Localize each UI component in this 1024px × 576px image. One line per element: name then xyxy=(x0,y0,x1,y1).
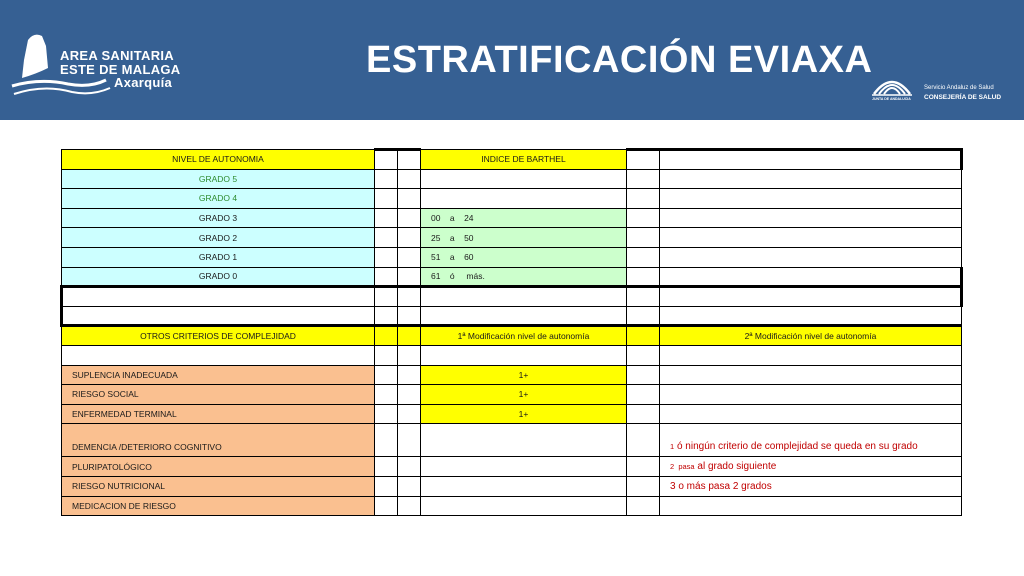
empty-cell xyxy=(398,385,421,405)
rule-note-small: pasa xyxy=(674,462,695,472)
table-row xyxy=(62,189,962,209)
rule-note-text: ó ningún criterio de complejidad se queda en su grado xyxy=(674,441,918,453)
empty-cell xyxy=(398,345,421,365)
otros-header-row xyxy=(62,326,962,346)
criterio-label: MEDICACION DE RIESGO xyxy=(62,496,375,516)
empty-cell xyxy=(421,476,627,496)
table-row xyxy=(62,385,962,405)
empty-cell xyxy=(421,345,627,365)
empty-cell xyxy=(375,208,398,228)
rule-note xyxy=(660,424,962,457)
grado-label: GRADO 3 xyxy=(62,208,375,228)
barthel-range xyxy=(421,189,627,209)
area-sanitaria-logo-text xyxy=(60,49,180,90)
blank-row xyxy=(62,287,962,307)
grado-label: GRADO 0 xyxy=(62,267,375,287)
empty-cell xyxy=(375,267,398,287)
header-row xyxy=(62,150,962,170)
mod1-header: 1ª Modificación nivel de autonomía xyxy=(421,326,627,346)
table-row xyxy=(62,404,962,424)
empty-cell xyxy=(398,424,421,457)
empty-cell xyxy=(660,267,962,287)
grado-label: GRADO 1 xyxy=(62,247,375,267)
empty-cell xyxy=(398,150,421,170)
table-row xyxy=(62,267,962,287)
empty-cell xyxy=(660,345,962,365)
junta-label: JUNTA DE ANDALUCIA xyxy=(872,97,911,101)
empty-cell xyxy=(627,476,660,496)
empty-cell xyxy=(398,365,421,385)
empty-cell xyxy=(398,476,421,496)
criterio-label: ENFERMEDAD TERMINAL xyxy=(62,404,375,424)
empty-cell xyxy=(627,267,660,287)
empty-cell xyxy=(375,306,398,326)
empty-cell xyxy=(660,169,962,189)
empty-cell xyxy=(421,496,627,516)
mod1-value: 1+ xyxy=(421,365,627,385)
empty-cell xyxy=(398,496,421,516)
empty-cell xyxy=(375,228,398,248)
empty-cell xyxy=(627,385,660,405)
blank-row xyxy=(62,345,962,365)
rule-note: 3 o más pasa 2 grados xyxy=(660,476,962,496)
empty-cell xyxy=(375,150,398,170)
criterio-label: SUPLENCIA INADECUADA xyxy=(62,365,375,385)
empty-cell xyxy=(660,306,962,326)
table-row xyxy=(62,424,962,457)
grado-label: GRADO 2 xyxy=(62,228,375,248)
empty-cell xyxy=(627,365,660,385)
criterio-label: RIESGO NUTRICIONAL xyxy=(62,476,375,496)
empty-cell xyxy=(627,228,660,248)
empty-cell xyxy=(398,457,421,477)
barthel-range: 61 ó más. xyxy=(421,267,627,287)
empty-cell xyxy=(375,404,398,424)
table-row xyxy=(62,247,962,267)
nivel-autonomia-header: NIVEL DE AUTONOMIA xyxy=(62,150,375,170)
criterio-label: PLURIPATOLÓGICO xyxy=(62,457,375,477)
table-row xyxy=(62,457,962,477)
empty-cell xyxy=(375,496,398,516)
empty-cell xyxy=(421,287,627,307)
empty-cell xyxy=(660,189,962,209)
empty-cell xyxy=(62,345,375,365)
empty-cell xyxy=(375,457,398,477)
empty-cell xyxy=(627,326,660,346)
empty-cell xyxy=(398,247,421,267)
empty-cell xyxy=(660,150,962,170)
empty-cell xyxy=(660,208,962,228)
grado-label: GRADO 5 xyxy=(62,169,375,189)
empty-cell xyxy=(375,287,398,307)
empty-cell xyxy=(627,306,660,326)
empty-cell xyxy=(627,424,660,457)
empty-cell xyxy=(398,287,421,307)
criterio-label: DEMENCIA /DETERIORO COGNITIVO xyxy=(62,424,375,457)
rule-note-number: 1 xyxy=(670,442,675,452)
empty-cell xyxy=(398,326,421,346)
indice-barthel-header: INDICE DE BARTHEL xyxy=(421,150,627,170)
barthel-range: 25 a 50 xyxy=(421,228,627,248)
mod2-header: 2ª Modificación nivel de autonomía xyxy=(660,326,962,346)
empty-cell xyxy=(660,496,962,516)
otros-criterios-header: OTROS CRITERIOS DE COMPLEJIDAD xyxy=(62,326,375,346)
empty-cell xyxy=(660,228,962,248)
empty-cell xyxy=(627,404,660,424)
empty-cell xyxy=(627,345,660,365)
table-row xyxy=(62,228,962,248)
mod1-value: 1+ xyxy=(421,404,627,424)
logo-line-1: AREA SANITARIA xyxy=(60,48,174,63)
logo-line-2: ESTE DE MALAGA xyxy=(60,61,181,77)
barthel-range: 00 a 24 xyxy=(421,208,627,228)
empty-cell xyxy=(398,189,421,209)
criterio-label: RIESGO SOCIAL xyxy=(62,385,375,405)
empty-cell xyxy=(375,326,398,346)
empty-cell xyxy=(62,306,375,326)
empty-cell xyxy=(660,404,962,424)
empty-cell xyxy=(375,189,398,209)
empty-cell xyxy=(375,476,398,496)
empty-cell xyxy=(398,306,421,326)
grado-label: GRADO 4 xyxy=(62,189,375,209)
table-row xyxy=(62,208,962,228)
sas-logo-text xyxy=(924,84,1001,103)
empty-cell xyxy=(627,496,660,516)
empty-cell xyxy=(398,169,421,189)
empty-cell xyxy=(660,385,962,405)
empty-cell xyxy=(627,457,660,477)
empty-cell xyxy=(375,247,398,267)
empty-cell xyxy=(398,208,421,228)
empty-cell xyxy=(627,169,660,189)
rule-note xyxy=(660,457,962,477)
empty-cell xyxy=(421,306,627,326)
table-row xyxy=(62,476,962,496)
empty-cell xyxy=(375,385,398,405)
table-row xyxy=(62,496,962,516)
mod1-value: 1+ xyxy=(421,385,627,405)
barthel-range xyxy=(421,169,627,189)
empty-cell xyxy=(660,247,962,267)
rule-note-text: al grado siguiente xyxy=(694,461,777,473)
stratification-table xyxy=(60,148,963,516)
empty-cell xyxy=(660,365,962,385)
page-title: ESTRATIFICACIÓN EVIAXA xyxy=(366,39,873,81)
empty-cell xyxy=(627,247,660,267)
empty-cell xyxy=(627,189,660,209)
table-row xyxy=(62,365,962,385)
consejeria-label: CONSEJERÍA DE SALUD xyxy=(924,94,1002,101)
empty-cell xyxy=(660,287,962,307)
empty-cell xyxy=(627,150,660,170)
empty-cell xyxy=(421,457,627,477)
logo-line-3: Axarquía xyxy=(114,75,173,90)
rule-note-number: 2 xyxy=(670,462,675,472)
table-row xyxy=(62,169,962,189)
empty-cell xyxy=(375,424,398,457)
empty-cell xyxy=(375,169,398,189)
empty-cell xyxy=(375,365,398,385)
empty-cell xyxy=(421,424,627,457)
empty-cell xyxy=(627,287,660,307)
blank-row xyxy=(62,306,962,326)
empty-cell xyxy=(398,228,421,248)
empty-cell xyxy=(375,345,398,365)
empty-cell xyxy=(62,287,375,307)
empty-cell xyxy=(398,404,421,424)
header-banner xyxy=(0,0,1024,120)
barthel-range: 51 a 60 xyxy=(421,247,627,267)
empty-cell xyxy=(398,267,421,287)
sas-label: Servicio Andaluz de Salud xyxy=(924,85,994,91)
empty-cell xyxy=(627,208,660,228)
